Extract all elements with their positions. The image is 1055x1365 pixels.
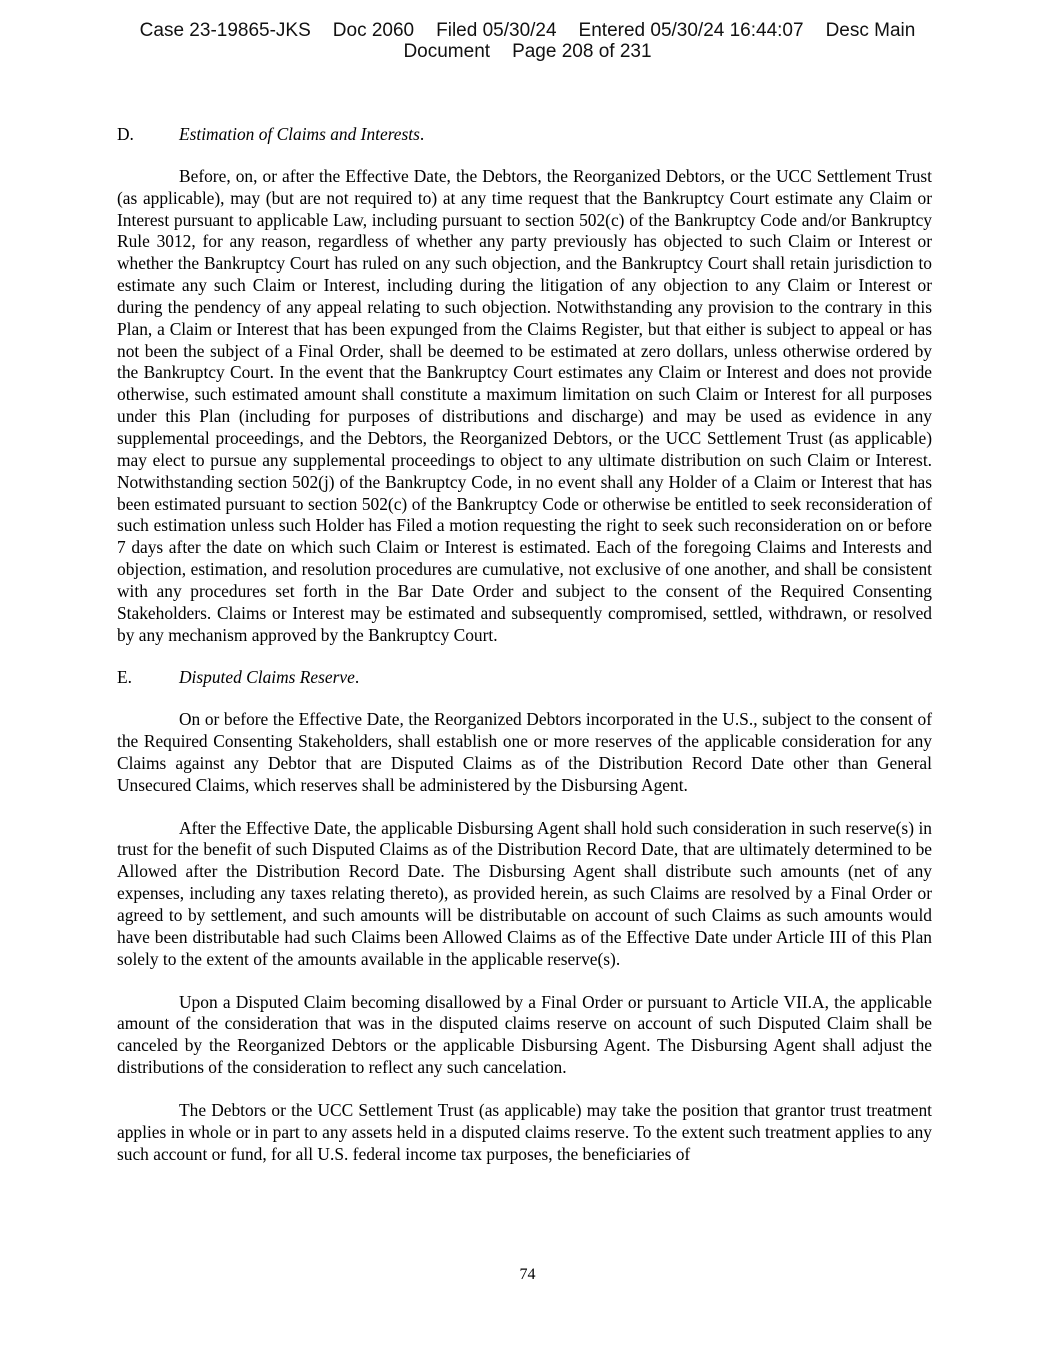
section-title: Disputed Claims Reserve bbox=[179, 667, 355, 688]
section-heading-e: E. Disputed Claims Reserve. bbox=[117, 667, 360, 688]
case-number: Case 23-19865-JKS bbox=[139, 20, 311, 41]
case-filing-header bbox=[0, 20, 1055, 62]
page-number: 74 bbox=[519, 1266, 536, 1283]
section-title: Estimation of Claims and Interests bbox=[179, 124, 420, 144]
paragraph-disallowed-claims: Upon a Disputed Claim becoming disallowed by a Final Order or pursuant to Article VII.A, the applicable amount of the consideration that was in the disputed claims reserve on account of such Disputed Claim shall be canceled by the Reorganized Debtors or the applicable Disbursing Agent. The Disbursing Agent shall adjust the distributions of the consideration to reflect any such cancelation. bbox=[117, 991, 932, 1078]
doc-number: Doc 2060 bbox=[332, 20, 415, 41]
section-heading-d: D. Estimation of Claims and Interests. bbox=[117, 124, 425, 144]
section-letter: E. bbox=[117, 667, 132, 688]
case-header-line-2 bbox=[0, 41, 1055, 62]
paragraph-reserve-distribution: After the Effective Date, the applicable Disbursing Agent shall hold such consideration in such reserve(s) in trust for the benefit of such Disputed Claims as of the Distribution Record Date, that are ultimately determined to be Allowed after the Distribution Record Date. The Disbursing Agent shall distribute such amounts (net of any expenses, including any taxes relating thereto), as provided herein, as such Claims are resolved by a Final Order or agreed to by settlement, and such amounts will be distributable on account of such Claims as such amounts would have been distributable had such Claims been Allowed Claims as of the Effective Date under Article III of this Plan solely to the extent of the amounts available in the applicable reserve(s). bbox=[117, 817, 932, 969]
entered-date: Entered 05/30/24 16:44:07 bbox=[578, 20, 804, 41]
paragraph-estimation-of-claims: Before, on, or after the Effective Date, the Debtors, the Reorganized Debtors, or the UCC Settlement Trust (as applicable), may (but are not required to) at any time request that the Bankruptcy Court estimate any Claim or Interest pursuant to applicable Law, including pursuant to section 502(c) of the Bankruptcy Code and/or Bankruptcy Rule 3012, for any reason, regardless of whether any party previously has objected to such Claim or Interest or whether the Bankruptcy Court has ruled on any such objection, and the Bankruptcy Court shall retain jurisdiction to estimate any such Claim or Interest, including during the litigation of any objection to any Claim or Interest or during the pendency of any appeal relating to such objection. Notwithstanding any provision to the contrary in this Plan, a Claim or Interest that has been expunged from the Claims Register, but that either is subject to appeal or has not been the subject of a Final Order, shall be deemed to be estimated at zero dollars, unless otherwise ordered by the Bankruptcy Court. In the event that the Bankruptcy Court estimates any Claim or Interest and does not provide otherwise, such estimated amount shall constitute a maximum limitation on such Claim or Interest for all purposes under this Plan (including for purposes of distributions and discharge) and may be used as evidence in any supplemental proceedings, and the Debtors, the Reorganized Debtors, or the UCC Settlement Trust (as applicable) may elect to pursue any supplemental proceedings to object to any ultimate distribution on such Claim or Interest. Notwithstanding section 502(j) of the Bankruptcy Code, in no event shall any Holder of a Claim or Interest that has been estimated pursuant to section 502(c) of the Bankruptcy Code or otherwise be entitled to seek reconsideration of such estimation unless such Holder has Filed a motion requesting the right to seek such reconsideration on or before 7 days after the date on which such Claim or Interest is estimated. Each of the foregoing Claims and Interests and objection, estimation, and resolution procedures are cumulative, not exclusive of one another, and shall be consistent with any procedures set forth in the Bar Date Order and subject to the consent of the Required Consenting Stakeholders. Claims or Interest may be estimated and subsequently compromised, settled, withdrawn, or resolved by any mechanism approved by the Bankruptcy Court. bbox=[117, 165, 932, 645]
paragraph-grantor-trust-treatment: The Debtors or the UCC Settlement Trust (as applicable) may take the position that grantor trust treatment applies in whole or in part to any assets held in a disputed claims reserve. To the extent such treatment applies to any such account or fund, for all U.S. federal income tax purposes, the beneficiaries of bbox=[117, 1099, 932, 1164]
document-label: Document bbox=[403, 41, 491, 62]
document-body bbox=[117, 124, 932, 1186]
filed-date: Filed 05/30/24 bbox=[436, 20, 557, 41]
section-letter: D. bbox=[117, 124, 134, 144]
page-info: Page 208 of 231 bbox=[512, 41, 652, 62]
case-header-line-1 bbox=[0, 20, 1055, 41]
paragraph-reserve-establishment: On or before the Effective Date, the Reorganized Debtors incorporated in the U.S., subject to the consent of the Required Consenting Stakeholders, shall establish one or more reserves of the applicable consideration for any Claims against any Debtor that are Disputed Claims as of the Distribution Record Date other than General Unsecured Claims, which reserves shall be administered by the Disbursing Agent. bbox=[117, 709, 932, 795]
desc-label: Desc Main bbox=[825, 20, 916, 41]
